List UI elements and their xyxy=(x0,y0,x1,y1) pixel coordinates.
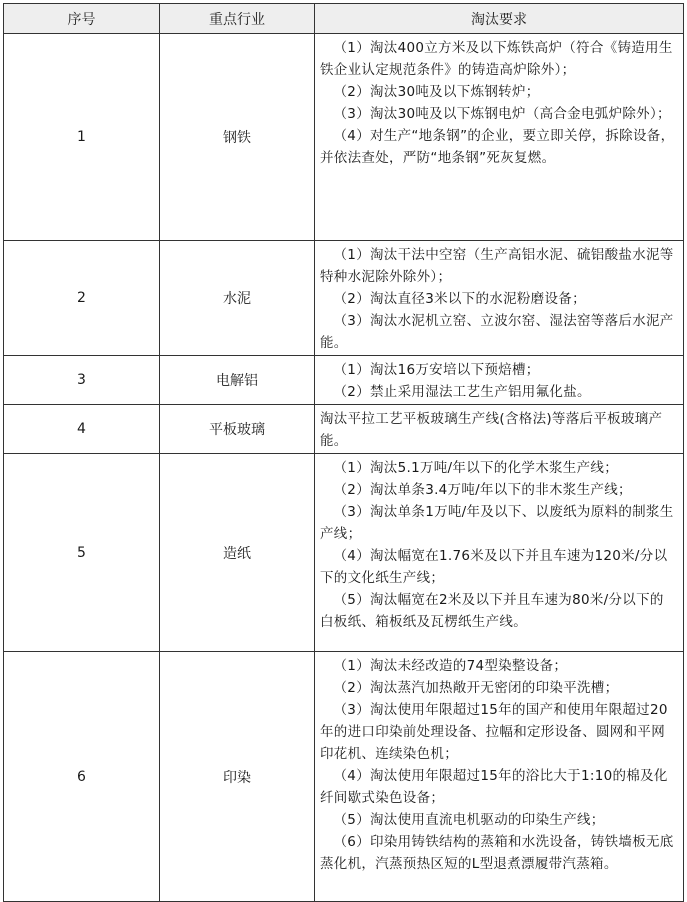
row-requirements xyxy=(315,241,684,356)
requirement-item: （2）淘汰直径3米以下的水泥粉磨设备； xyxy=(333,291,586,307)
row-number: 2 xyxy=(4,241,160,356)
row-number: 4 xyxy=(4,405,160,454)
table-row xyxy=(4,652,684,902)
row-industry: 水泥 xyxy=(160,241,315,356)
row-industry: 钢铁 xyxy=(160,34,315,241)
requirement-item: （2）淘汰单条3.4万吨/年以下的非木浆生产线； xyxy=(333,482,632,498)
row-number: 3 xyxy=(4,356,160,405)
elimination-table xyxy=(3,3,684,902)
table-row xyxy=(4,34,684,241)
row-requirements xyxy=(315,454,684,652)
requirement-item: （1）淘汰未经改造的74型染整设备； xyxy=(333,658,568,674)
requirement-item: （3）淘汰30吨及以下炼钢电炉（高合金电弧炉除外）； xyxy=(333,106,671,122)
requirement-item: （5）淘汰使用直流电机驱动的印染生产线； xyxy=(333,812,605,828)
row-number: 1 xyxy=(4,34,160,241)
requirement-item: （3）淘汰使用年限超过15年的国产和使用年限超过20年的进口印染前处理设备、拉幅和定形设备、圆网和平网印花机、连续染色机； xyxy=(320,702,668,762)
document xyxy=(3,3,683,902)
requirement-item: （1）淘汰400立方米及以下炼铁高炉（符合《铸造用生铁企业认定规范条件》的铸造高炉除外）； xyxy=(320,40,673,78)
row-number: 6 xyxy=(4,652,160,902)
row-industry: 电解铝 xyxy=(160,356,315,405)
requirement-item: （3）淘汰水泥机立窑、立波尔窑、湿法窑等落后水泥产能。 xyxy=(320,313,674,351)
row-industry: 印染 xyxy=(160,652,315,902)
requirement-item: （6）印染用铸铁结构的蒸箱和水洗设备，铸铁墙板无底蒸化机，汽蒸预热区短的L型退煮漂履带汽蒸箱。 xyxy=(320,834,674,872)
requirement-item: （2）淘汰蒸汽加热敞开无密闭的印染平洗槽； xyxy=(333,680,619,696)
header-requirement: 淘汰要求 xyxy=(315,4,684,34)
header-no: 序号 xyxy=(4,4,160,34)
requirement-item: （4）淘汰使用年限超过15年的浴比大于1:10的棉及化纤间歇式染色设备； xyxy=(320,768,668,806)
table-header-row xyxy=(4,4,684,34)
requirement-item: （1）淘汰干法中空窑（生产高铝水泥、硫铝酸盐水泥等特种水泥除外除外）； xyxy=(320,247,674,285)
row-industry: 平板玻璃 xyxy=(160,405,315,454)
requirement-item: （2）淘汰30吨及以下炼钢转炉； xyxy=(333,84,540,100)
requirement-item: （4）淘汰幅宽在1.76米及以下并且车速为120米/分以下的文化纸生产线； xyxy=(320,548,668,586)
requirement-item: （1）淘汰16万安培以下预焙槽； xyxy=(333,362,540,378)
table-row xyxy=(4,241,684,356)
header-industry: 重点行业 xyxy=(160,4,315,34)
row-industry: 造纸 xyxy=(160,454,315,652)
row-number: 5 xyxy=(4,454,160,652)
row-requirements xyxy=(315,652,684,902)
requirement-item: （3）淘汰单条1万吨/年及以下、以废纸为原料的制浆生产线； xyxy=(320,504,674,542)
table-row xyxy=(4,454,684,652)
row-requirements xyxy=(315,356,684,405)
requirement-item: （1）淘汰5.1万吨/年以下的化学木浆生产线； xyxy=(333,460,619,476)
requirement-item: （4）对生产“地条钢”的企业，要立即关停，拆除设备，并依法查处，严防“地条钢”死灰复燃。 xyxy=(320,128,675,166)
requirement-item: （2）禁止采用湿法工艺生产铝用氟化盐。 xyxy=(333,384,591,400)
requirement-item: 淘汰平拉工艺平板玻璃生产线(含格法)等落后平板玻璃产能。 xyxy=(320,411,663,449)
row-requirements xyxy=(315,34,684,241)
row-requirements xyxy=(315,405,684,454)
table-row xyxy=(4,405,684,454)
table-row xyxy=(4,356,684,405)
requirement-item: （5）淘汰幅宽在2米及以下并且车速为80米/分以下的白板纸、箱板纸及瓦楞纸生产线。 xyxy=(320,592,664,630)
